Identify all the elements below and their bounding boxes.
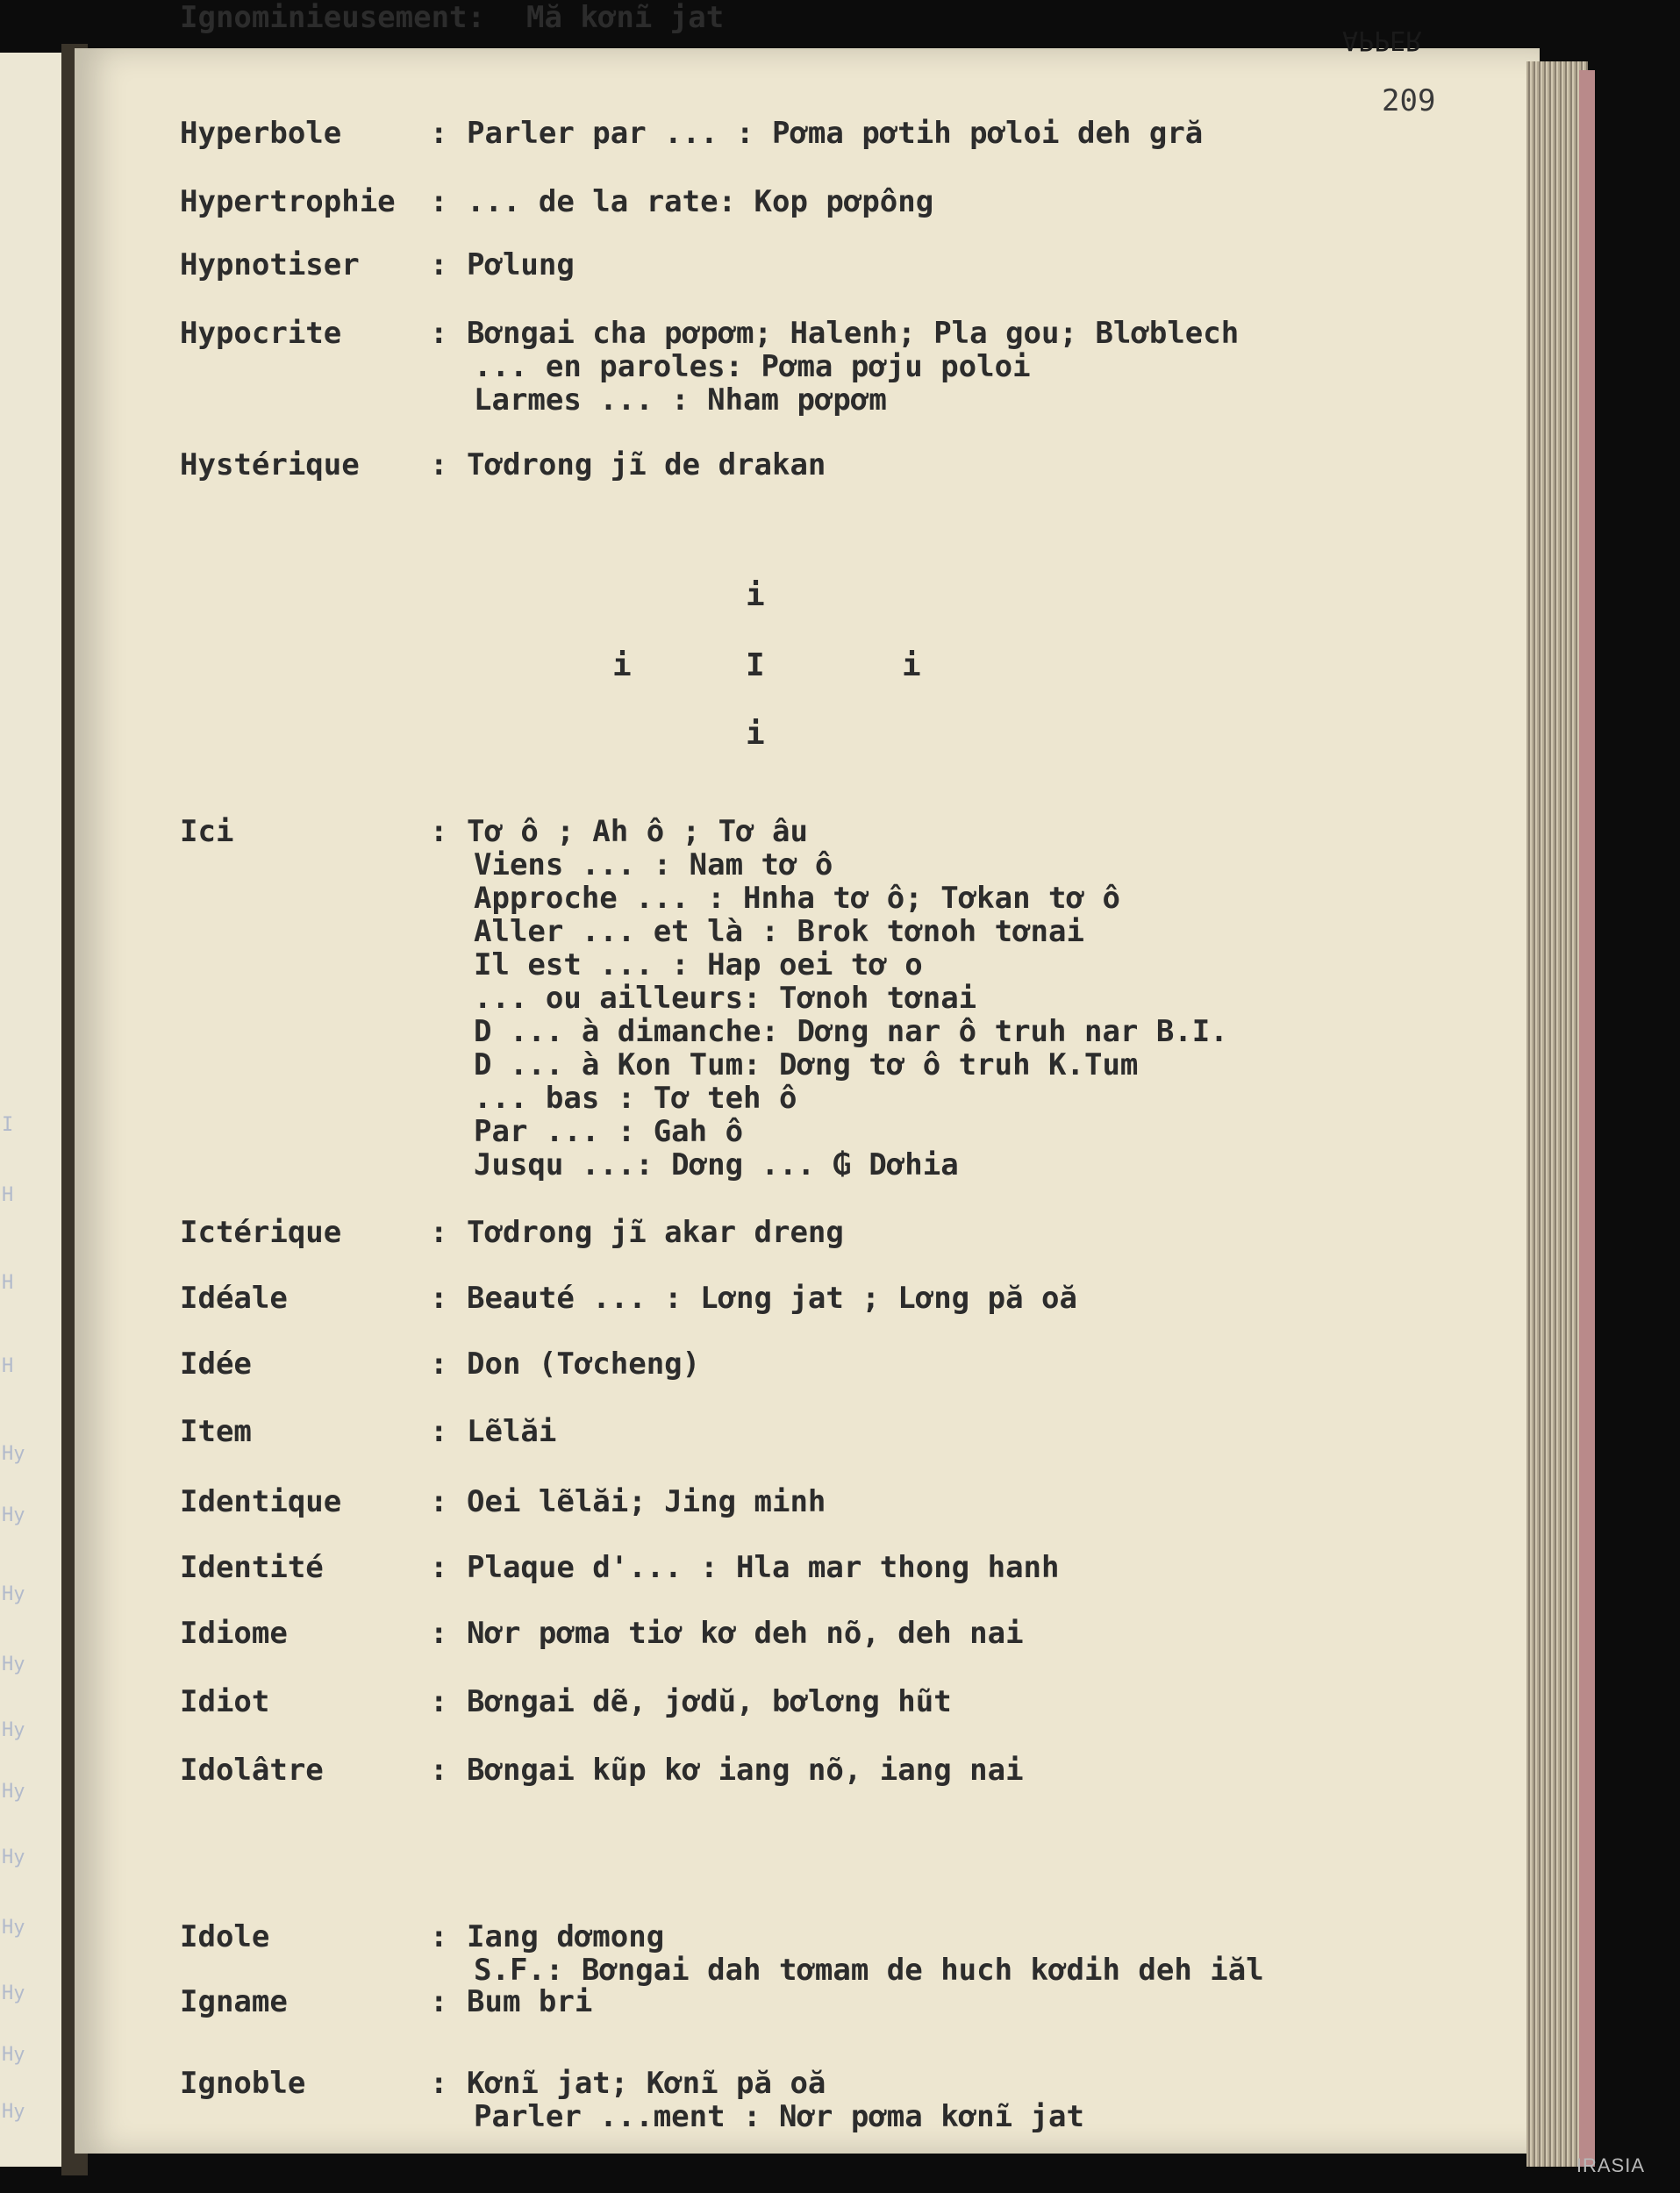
entry-term: Item [180,1414,252,1449]
entry-term: Identique [180,1484,342,1519]
entry-definition: Plaque d'... : Hla mar thong hanh [467,1550,1060,1585]
entry-definition: Bơngai cha pơpơm; Halenh; Pla gou; Blơblech [467,316,1240,351]
entry-term: Hypnotiser [180,247,360,282]
entry-colon: : [430,1347,448,1382]
entry-term: Idolâtre [180,1753,324,1788]
entry-colon: : [430,247,448,282]
entry-term: Idiot [180,1684,270,1719]
entry-colon: : [430,1684,448,1719]
entry-colon: : [430,316,448,351]
entry-term: Hystérique [180,447,360,482]
entry-term: Ignominieusement: [180,0,485,35]
left-page-fragment: Hy [2,1654,25,1675]
entry-definition: Bơngai kũp kơ iang nõ, iang nai [467,1753,1024,1788]
entry-colon: : [430,2066,448,2101]
left-page-fragment: Hy [2,1504,25,1526]
left-page-fragment: Hy [2,1847,25,1868]
entry-subline: Parler ...ment : Nơr pơma kơnĩ jat [474,2099,1084,2134]
entry-subline: Viens ... : Nam tơ ô [474,847,833,882]
entry-term: Ignoble [180,2066,306,2101]
left-page-fragment: Hy [2,2044,25,2066]
left-page-fragment: Hy [2,1443,25,1465]
entry-term: Hypocrite [180,316,342,351]
entry-subline: ... en paroles: Pơma pơju poloi [474,349,1031,384]
entry-colon: : [430,1919,448,1954]
entry-subline: S.F.: Bơngai dah tơmam de huch kơdih deh iăl [474,1953,1264,1988]
entry-subline: Par ... : Gah ô [474,1114,744,1149]
entry-colon: : [430,1753,448,1788]
entry-subline: Larmes ... : Nham pơpơm [474,382,887,418]
left-page-fragment: Hy [2,1917,25,1939]
entry-definition: ... de la rate: Kop pơpông [467,184,934,219]
entry-colon: : [430,1616,448,1651]
entry-colon: : [430,1484,448,1519]
entry-definition: Tơdrong jĩ akar dreng [467,1215,844,1250]
section-letter-top: i [746,577,765,613]
entry-subline: Approche ... : Hnha tơ ô; Tơkan tơ ô [474,881,1120,916]
section-letter-right: i [902,647,921,683]
left-page-fragment: Hy [2,1583,25,1605]
entry-term: Idiome [180,1616,288,1651]
entry-term: Identité [180,1550,324,1585]
left-page-fragment: H [2,1272,14,1294]
entry-colon: : [430,1984,448,2019]
entry-colon: : [430,1281,448,1316]
entry-definition: Pơlung [467,247,575,282]
entry-definition: Oei lẽlăi; Jing minh [467,1484,826,1519]
entry-colon: : [430,814,448,849]
entry-colon: : [430,1414,448,1449]
entry-definition: Don (Tơcheng) [467,1347,701,1382]
entry-term: Ictérique [180,1215,342,1250]
entry-colon: : [430,1215,448,1250]
left-page-fragment: Hy [2,1719,25,1741]
entry-colon: : [430,1550,448,1585]
entry-subline: Jusqu ...: Dơng ... ₲ Dơhia [474,1147,959,1182]
entry-definition: Beauté ... : Lơng jat ; Lơng pă oă [467,1281,1077,1316]
entry-definition: Nơr pơma tiơ kơ deh nõ, deh nai [467,1616,1024,1651]
entry-colon: : [430,116,448,151]
section-letter-center: I [746,647,765,683]
entry-definition: Bơngai dẽ, jơdŭ, bơlơng hũt [467,1684,952,1719]
entry-definition: Mă kơnĩ jat [526,0,725,35]
entry-definition: Parler par ... : Pơma pơtih pơloi deh gră [467,116,1204,151]
entry-subline: ... ou ailleurs: Tơnoh tơnai [474,981,977,1016]
entry-colon: : [430,447,448,482]
entry-definition: Lẽlăi [467,1414,557,1449]
entry-definition: Bum bri [467,1984,593,2019]
left-page-fragment: H [2,1184,14,1206]
entry-term: Idéale [180,1281,288,1316]
entry-definition: Tơdrong jĩ de drakan [467,447,826,482]
page-number: 209 [1382,83,1436,118]
entry-subline: D ... à Kon Tum: Dơng tơ ô truh K.Tum [474,1047,1139,1082]
left-page-fragment: Hy [2,1781,25,1803]
left-page-fragment: Hy [2,1982,25,2004]
entry-term: Igname [180,1984,288,2019]
pink-edge [1579,70,1595,2167]
left-page-fragment: Hy [2,2101,25,2123]
section-letter-left: i [612,647,632,683]
entry-definition: Tơ ô ; Ah ô ; Tơ âu [467,814,808,849]
top-fragment: APPER [1342,25,1422,55]
entry-subline: Il est ... : Hap oei tơ o [474,947,923,982]
entry-term: Idée [180,1347,252,1382]
entry-term: Hyperbole [180,116,342,151]
left-page-fragment: I [2,1114,14,1136]
entry-term: Hypertrophie [180,184,396,219]
entry-term: Idole [180,1919,270,1954]
entry-definition: Iang dơmong [467,1919,665,1954]
entry-definition: Kơnĩ jat; Kơnĩ pă oă [467,2066,826,2101]
entry-subline: Aller ... et là : Brok tơnoh tơnai [474,914,1084,949]
section-letter-bottom: i [746,716,765,752]
entry-subline: D ... à dimanche: Dơng nar ô truh nar B.I. [474,1014,1228,1049]
watermark: IRASIA [1576,2154,1645,2176]
entry-colon: : [430,184,448,219]
entry-term: Ici [180,814,234,849]
entry-subline: ... bas : Tơ teh ô [474,1081,797,1116]
left-page-fragment: H [2,1355,14,1377]
